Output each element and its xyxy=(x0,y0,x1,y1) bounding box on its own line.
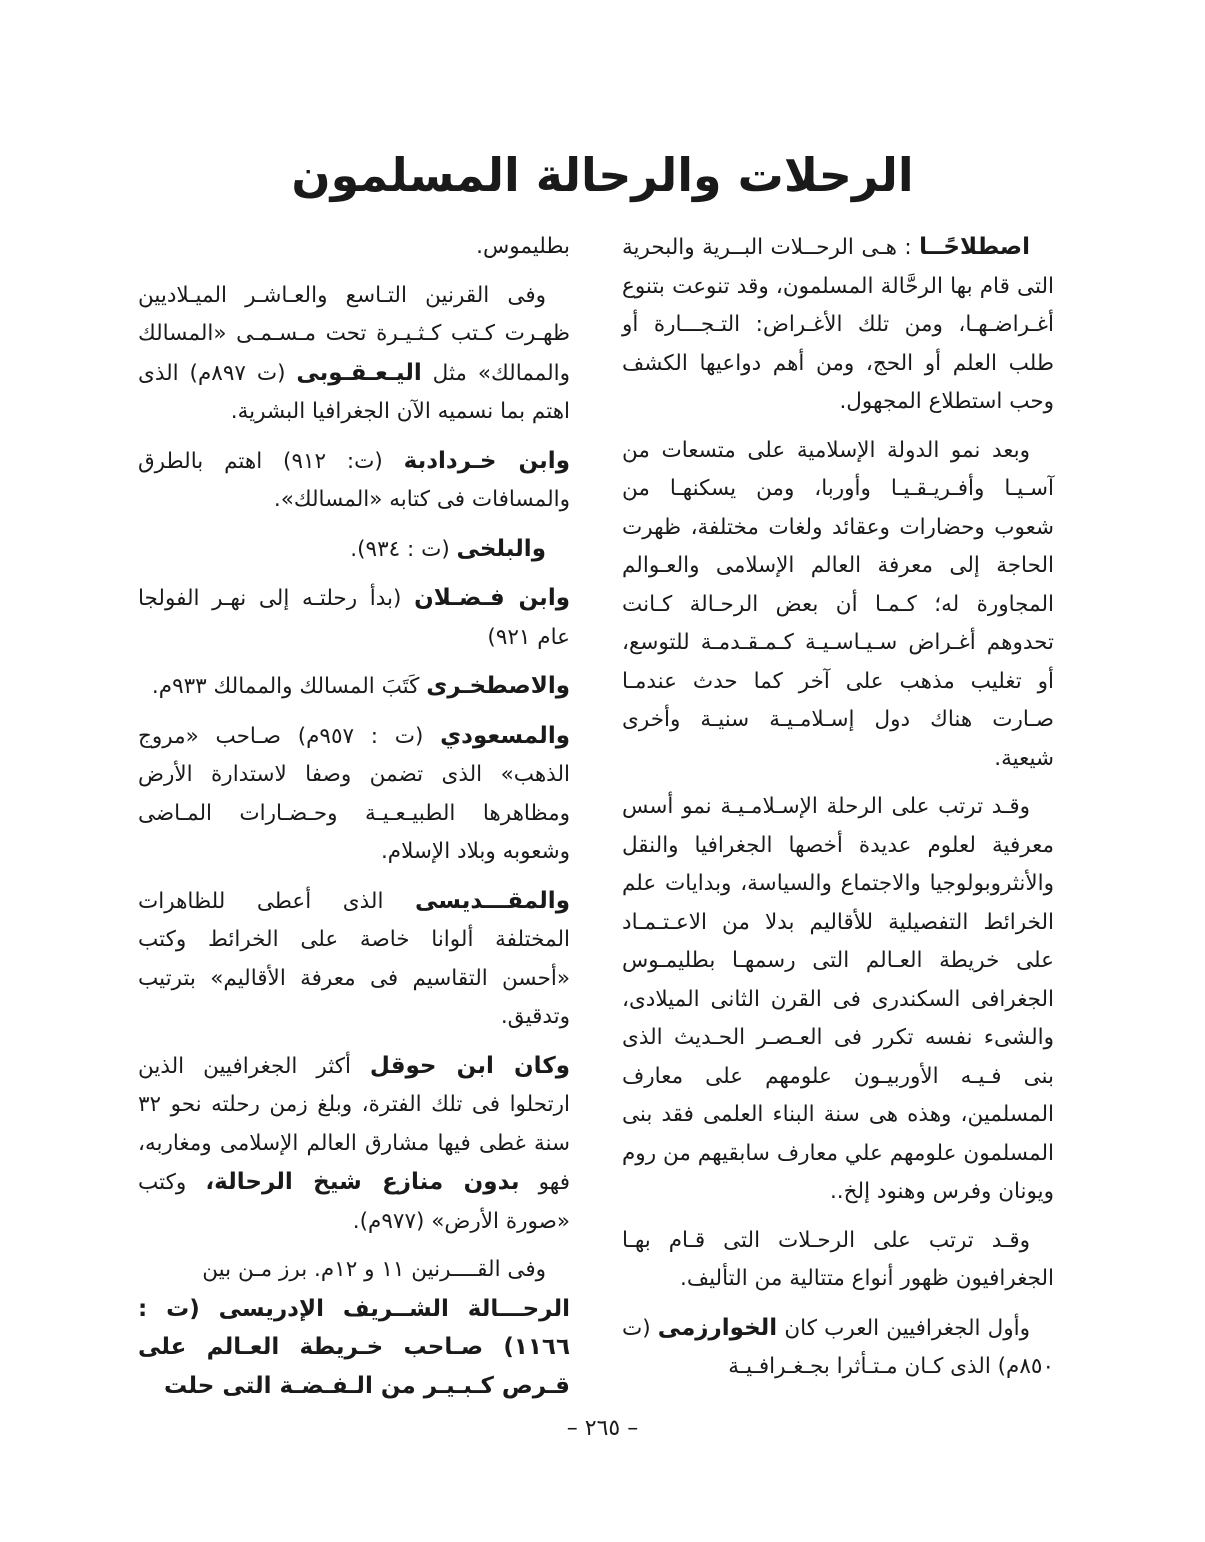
phrase-bold: بدون منازع شيخ الرحالة، xyxy=(205,1169,520,1195)
paragraph-knowledge: وقـد ترتب على الرحلة الإسـلامـيـة نمو أسس معرفية لعلوم عديدة أخصها الجغرافيا والنقل والأنثروبولوجيا والاجتماع والسياسة، وبدايات علم الخرائط التفصيلية للأقاليم بدلا من الاعـتـمـاد على خريطة العـالم التى رسمهـا بطليمـوس الجغرافى السكندرى فى القرن الثانى الميلادى، والشىء نفسه تكرر فى العـصـر الحـديث الذى بنى فـيـه الأوربيـون علومهم على معارف المسلمين، وهذه هى سنة البناء العلمى فقد بنى المسلمون علومهم علي معارف سابقيهم من روم ويونان وفرس وهنود إلخ.. xyxy=(622,794,1054,1204)
page-title: الرحلات والرحالة المسلمون xyxy=(291,148,914,202)
name-bold: وكان ابن حوقل xyxy=(369,1052,570,1079)
name-bold: الخوارزمى xyxy=(657,1314,778,1341)
paragraph-idrisi: الرحـــالة الشــريف الإدريسى (ت : ١١٦٦) صـاحب خـريطة العـالم على قـرص كـبـيـر من الـفـضـة التى حلت xyxy=(138,1295,570,1399)
paragraph-definition: اصطلاحًــا : هـى الرحــلات البــرية والبحرية التى قام بها الرحَّالة المسلمون، وقد تنوعت بتنوع أغـراضـهـا، ومن تلك الأغـراض: التـجـــارة أو طلب العلم أو الحج، ومن أهم دواعيها الكشف وحب استطلاع المجهول. xyxy=(622,234,1054,414)
term-bold: اصطلاحًــا xyxy=(919,234,1030,260)
name-bold: والبلخى xyxy=(456,535,546,562)
name-bold: والاصطخـرى xyxy=(426,673,570,699)
paragraph-ptolemy: بطليموس. xyxy=(476,234,570,259)
paragraph-khwarizmi: وأول الجغرافيين العرب كان الخوارزمى (ت ٨٥٠م) الذى كـان مـتـأثرا بجـغـرافـيـة xyxy=(622,1314,1054,1379)
name-bold: والمسعودي xyxy=(440,722,571,749)
paragraph-authorship: وقـد ترتب على الرحـلات التى قـام بهـا الجغرافيون ظهور أنواع متتالية من التأليف. xyxy=(622,1227,1054,1291)
paragraph-fadlan: وابن فـضـلان (بدأ رحلتـه إلى نهـر الفولجا عام ٩٢١) xyxy=(138,585,570,650)
paragraph-hawqal: وكان ابن حوقل أكثر الجغرافيين الذين ارتحلوا فى تلك الفترة، وبلغ زمن رحلته نحو ٣٢ سنة غطى فيها مشارق العالم الإسلامى ومغاربه، فهو بدون منازع شيخ الرحالة، وكتب «صورة الأرض» (٩٧٧م). xyxy=(138,1052,570,1234)
name-bold: وابن فـضـلان xyxy=(414,585,570,611)
page-number: – ٢٦٥ – xyxy=(566,1416,639,1441)
paragraph-centuries: وفى القــــرنين ١١ و ١٢م. برز مـن بين xyxy=(202,1257,546,1282)
right-column xyxy=(622,228,1054,1397)
paragraph-expansion: وبعد نمو الدولة الإسلامية على متسعات من آسـيـا وأفـريـقـيـا وأوربا، ومن يسكنهـا من شعوب وحضارات وعقائد ولغات مختلفة، ظهرت الحاجة إلى معرفة العالم الإسلامى والعـوالم المجاورة له؛ كـمـا أن بعض الرحـالة كـانت تحدوهم أغـراض سـيـاسـيـة كـمـقـدمـة للتوسع، أو تغليب مذهب على آخر كما حدث عندمـا صـارت هناك دول إسـلامـيـة سنيـة وأخرى شيعية. xyxy=(622,437,1054,771)
paragraph-masudi: والمسعودي (ت : ٩٥٧م) صـاحب «مروج الذهب» الذى تضمن وصفا لاستدارة الأرض ومظاهرها الطبيـعـيـة وحـضـارات المـاضى وشعوبه وبلاد الإسلام. xyxy=(138,722,571,864)
paragraph-istakhri: والاصطخـرى كَتَبَ المسالك والممالك ٩٣٣م. xyxy=(151,673,570,699)
paragraph-balkhi: والبلخى (ت : ٩٣٤). xyxy=(350,535,546,562)
paragraph-yaqubi: وفى القرنين التـاسع والعـاشـر الميـلاديين ظهـرت كـتب كـثـيـرة تحت مـسـمـى «المسالك والممالك» مثل اليـعـقـوبى (ت ٨٩٧م) الذى اهتم بما نسميه الآن الجغرافيا البشرية. xyxy=(138,282,571,424)
name-bold: والمقـــديسى xyxy=(415,887,570,914)
name-bold: اليـعـقـوبى xyxy=(296,359,422,386)
left-column xyxy=(138,228,570,1405)
paragraph-khordadbeh: وابن خـردادبة (ت: ٩١٢) اهتم بالطرق والمسافات فى كتابه «المسالك». xyxy=(138,447,570,512)
paragraph-maqdisi: والمقـــديسى الذى أعطى للظاهرات المختلفة ألوانا خاصة على الخرائط وكتب «أحسن التقاسيم فى معرفة الأقاليم» بترتيب وتدقيق. xyxy=(138,887,570,1029)
name-bold: وابن خـردادبة xyxy=(403,447,570,474)
